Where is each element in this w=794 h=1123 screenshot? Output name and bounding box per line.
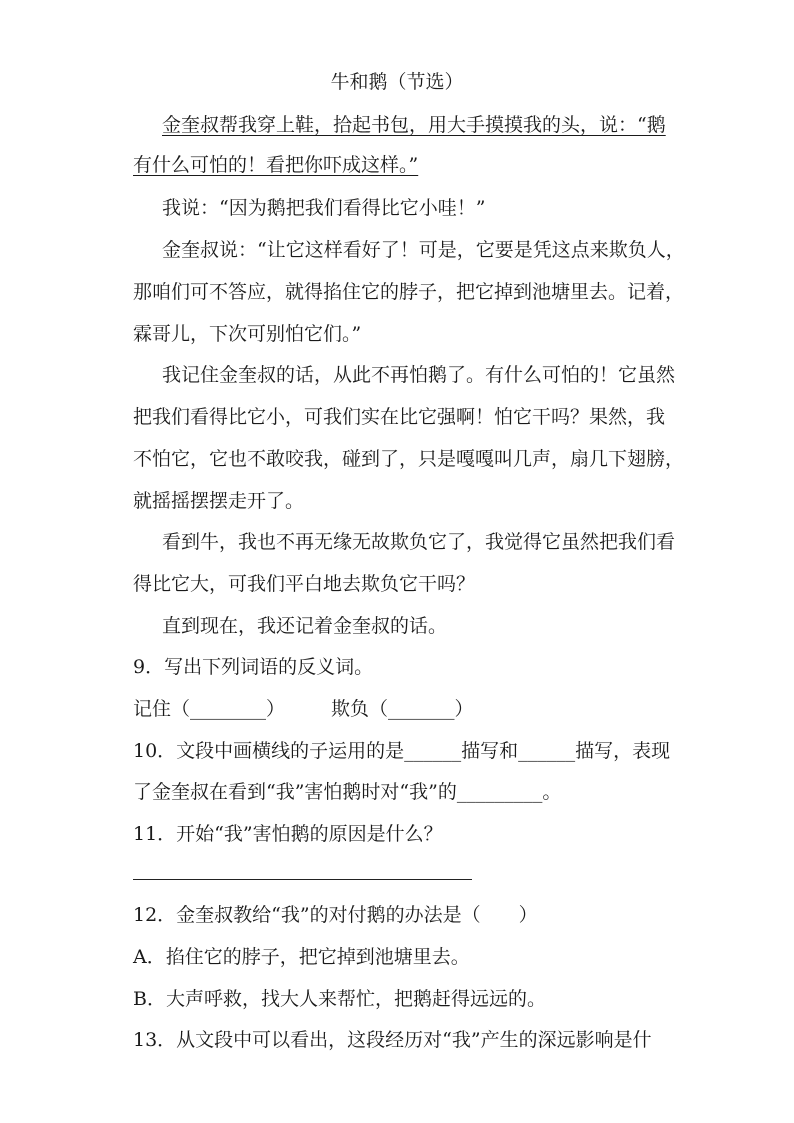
passage-line: 霖哥儿，下次可别怕它们。” <box>133 323 362 345</box>
question-9-blanks <box>133 697 474 721</box>
question-9: 9．写出下列词语的反义词。 <box>133 656 374 678</box>
antonym-blank-2[interactable]: 欺负（_______） <box>331 698 474 720</box>
option-b[interactable]: B．大声呼救，找大人来帮忙，把鹅赶得远远的。 <box>133 988 546 1010</box>
passage-line: 就摇摇摆摆走开了。 <box>133 490 305 512</box>
option-a[interactable]: A．掐住它的脖子，把它掉到池塘里去。 <box>133 946 470 968</box>
question-10: 10．文段中画横线的子运用的是______描写和______描写，表现 <box>133 740 671 762</box>
question-12: 12．金奎叔教给“我”的对付鹅的办法是（ ） <box>133 904 538 926</box>
underlined-sentence: 金奎叔帮我穿上鞋，拾起书包，用大手摸摸我的头，说：“鹅 <box>162 114 666 136</box>
passage-line: 我说：“因为鹅把我们看得比它小哇！” <box>162 197 486 219</box>
passage-line: 那咱们可不答应，就得掐住它的脖子，把它掉到池塘里去。记着， <box>133 281 685 303</box>
question-13: 13．从文段中可以看出，这段经历对“我”产生的深远影响是什 <box>133 1029 652 1051</box>
question-10-cont: 了金奎叔在看到“我”害怕鹅时对“我”的_________。 <box>133 781 562 803</box>
passage-line <box>133 153 418 177</box>
passage-line: 直到现在，我还记着金奎叔的话。 <box>162 615 448 637</box>
antonym-blank-1[interactable]: 记住（________） <box>133 698 286 720</box>
passage-line: 把我们看得比它小，可我们实在比它强啊！怕它干吗？果然，我 <box>133 406 666 428</box>
passage-line: 我记住金奎叔的话，从此不再怕鹅了。有什么可怕的！它虽然 <box>162 364 676 386</box>
passage-line: 不怕它，它也不敢咬我，碰到了，只是嘎嘎叫几声，扇几下翅膀， <box>133 448 685 470</box>
answer-line[interactable] <box>133 879 472 880</box>
underlined-sentence: 有什么可怕的！看把你吓成这样。” <box>133 154 419 176</box>
question-11: 11．开始“我”害怕鹅的原因是什么？ <box>133 823 443 845</box>
passage-line <box>162 113 666 137</box>
passage-line: 看到牛，我也不再无缘无故欺负它了，我觉得它虽然把我们看 <box>162 531 676 553</box>
passage-line: 得比它大，可我们平白地去欺负它干吗？ <box>133 573 476 595</box>
passage-title: 牛和鹅（节选） <box>330 71 464 93</box>
passage-line: 金奎叔说：“让它这样看好了！可是，它要是凭这点来欺负人， <box>162 239 685 261</box>
